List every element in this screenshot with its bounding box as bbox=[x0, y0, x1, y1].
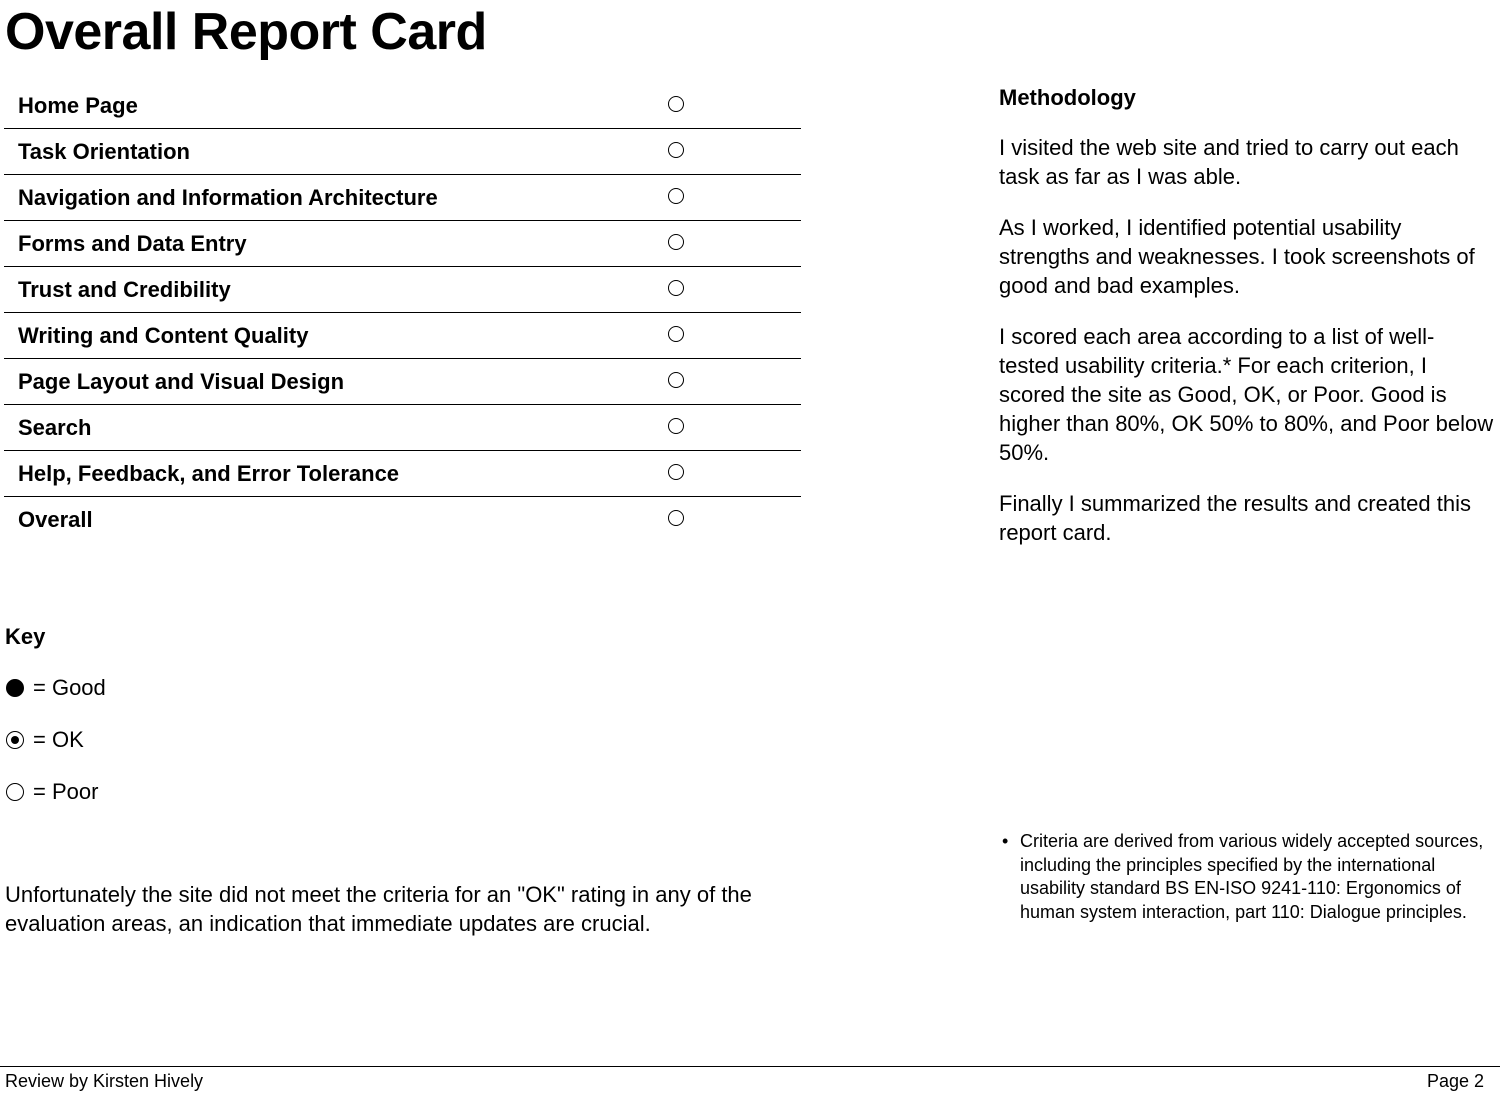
row-label: Navigation and Information Architecture bbox=[18, 185, 438, 210]
methodology-paragraph: Finally I summarized the results and created this report card. bbox=[999, 491, 1471, 545]
bullet-icon: • bbox=[1002, 831, 1009, 851]
methodology-section bbox=[999, 85, 1494, 569]
empty-circle-icon bbox=[668, 234, 684, 250]
key-item-poor bbox=[6, 779, 98, 805]
empty-circle-icon bbox=[668, 464, 684, 480]
empty-circle-icon bbox=[668, 188, 684, 204]
empty-circle-icon bbox=[668, 142, 684, 158]
methodology-paragraph: As I worked, I identified potential usability strengths and weaknesses. I took screenshots of good and bad examples. bbox=[999, 215, 1475, 298]
row-label: Trust and Credibility bbox=[18, 277, 231, 302]
key-item-ok bbox=[6, 727, 84, 753]
empty-circle-icon bbox=[668, 326, 684, 342]
row-label: Overall bbox=[18, 507, 93, 532]
report-row-writing bbox=[4, 313, 801, 359]
key-label: = OK bbox=[33, 727, 84, 752]
report-row-forms bbox=[4, 221, 801, 267]
footer-page-number: Page 2 bbox=[1426, 1071, 1484, 1091]
filled-circle-icon bbox=[6, 679, 24, 697]
empty-circle-icon bbox=[668, 372, 684, 388]
page-title: Overall Report Card bbox=[5, 3, 487, 61]
report-row-home-page bbox=[4, 83, 801, 129]
key-label: = Poor bbox=[33, 779, 99, 804]
conclusion-text: Unfortunately the site did not meet the criteria for an "OK" rating in any of the evaluation areas, an indication that immediate updates are crucial. bbox=[5, 882, 752, 936]
report-row-page-layout bbox=[4, 359, 801, 405]
footnote-text: Criteria are derived from various widely accepted sources, including the principles specified by the international usability standard BS EN-ISO 9241-110: Ergonomics of human system interaction, part 110: Dialogue principles. bbox=[1020, 831, 1484, 922]
footer-author: Review by Kirsten Hively bbox=[5, 1071, 204, 1091]
footer-divider bbox=[0, 1066, 1500, 1067]
report-row-search bbox=[4, 405, 801, 451]
row-label: Task Orientation bbox=[18, 139, 190, 164]
row-label: Home Page bbox=[18, 93, 138, 118]
empty-circle-icon bbox=[668, 418, 684, 434]
row-label: Forms and Data Entry bbox=[18, 231, 247, 256]
methodology-heading: Methodology bbox=[999, 85, 1136, 110]
key-heading: Key bbox=[5, 624, 46, 649]
methodology-paragraph: I scored each area according to a list of well-tested usability criteria.* For each criterion, I scored the site as Good, OK, or Poor. Good is higher than 80%, OK 50% to 80%, and Poor below 50%. bbox=[999, 324, 1494, 465]
methodology-paragraph: I visited the web site and tried to carry out each task as far as I was able. bbox=[999, 135, 1459, 189]
row-label: Page Layout and Visual Design bbox=[18, 369, 345, 394]
report-row-task-orientation bbox=[4, 129, 801, 175]
dotted-circle-icon bbox=[6, 731, 24, 749]
row-label: Writing and Content Quality bbox=[18, 323, 309, 348]
row-label: Search bbox=[18, 415, 92, 440]
key-item-good bbox=[6, 675, 106, 701]
empty-circle-icon bbox=[668, 280, 684, 296]
report-row-trust bbox=[4, 267, 801, 313]
empty-circle-icon bbox=[668, 96, 684, 112]
report-row-navigation bbox=[4, 175, 801, 221]
footnote bbox=[1002, 830, 1492, 924]
report-row-help bbox=[4, 451, 801, 497]
empty-circle-icon bbox=[668, 510, 684, 526]
report-row-overall bbox=[4, 497, 801, 543]
report-card-table bbox=[4, 83, 801, 543]
row-label: Help, Feedback, and Error Tolerance bbox=[18, 461, 400, 486]
key-label: = Good bbox=[33, 675, 106, 700]
empty-circle-icon bbox=[6, 783, 24, 801]
